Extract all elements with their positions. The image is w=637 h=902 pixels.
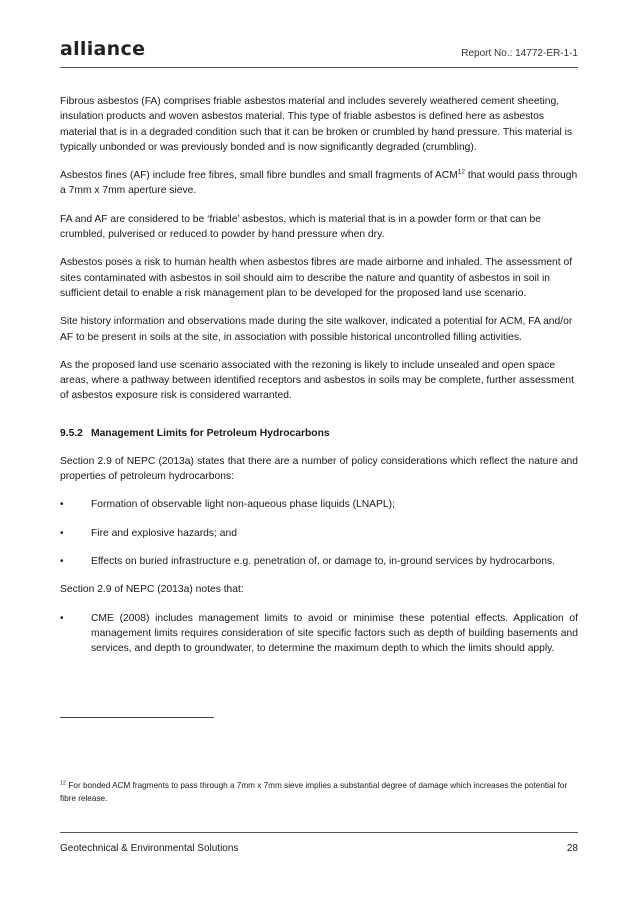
paragraph-land-use: As the proposed land use scenario associated with the rezoning is likely to include unsealed and open space areas, where a pathway between identified receptors and asbestos in soils may be complete, further assessment of asbestos exposure risk is considered warranted.: [60, 359, 574, 402]
footnote: [60, 780, 578, 805]
report-number: Report No.: 14772-ER-1-1: [461, 48, 578, 59]
paragraph-fibrous-asbestos: Fibrous asbestos (FA) comprises friable asbestos material and includes severely weathered cement sheeting, insulation products and woven asbestos material. This type of friable asbestos is defined here as asbestos material that is in a degraded condition such that it can be broken or crumbled by hand pressure. This material is typically unbonded or was previously bonded and is now significantly degraded (crumbling).: [60, 96, 573, 153]
footnote-reference[interactable]: 12: [457, 168, 465, 176]
list-item: [60, 526, 578, 541]
section-title: Management Limits for Petroleum Hydrocarbons: [91, 427, 330, 439]
paragraph-site-history: Site history information and observations made during the site walkover, indicated a potential for ACM, FA and/or AF to be present in soils at the site, in association with possible historical uncontrolled filling activities.: [60, 316, 573, 343]
list-item: [60, 497, 578, 512]
footnote-text: For bonded ACM fragments to pass through a 7mm x 7mm sieve implies a substantial degree of damage which increases the potential for fibre release.: [60, 781, 568, 803]
nepc-notes-list: [60, 611, 578, 657]
policy-considerations-list: [60, 497, 578, 569]
footnote-divider: [60, 717, 214, 718]
list-item-text: Fire and explosive hazards; and: [91, 527, 237, 539]
bullet-icon: •: [60, 499, 64, 511]
bullet-icon: •: [60, 612, 64, 624]
list-item-text: Formation of observable light non-aqueous phase liquids (LNAPL);: [91, 499, 395, 511]
paragraph-policy-intro: Section 2.9 of NEPC (2013a) states that there are a number of policy considerations which reflect the nature and properties of petroleum hydrocarbons:: [60, 455, 578, 483]
footnote-marker: 12: [60, 780, 67, 787]
list-item-text: CME (2008) includes management limits to avoid or minimise these potential effects. Application of management limits requires consideration of site specific factors such as depth of building basements and services, and depth to groundwater, to determine the maximum depth to which the limits should apply.: [91, 612, 578, 655]
list-item-text: Effects on buried infrastructure e.g. penetration of, or damage to, in-ground services by hydrocarbons.: [91, 555, 555, 567]
header-divider: [60, 67, 578, 68]
document-body: [60, 94, 578, 669]
paragraph-friable: FA and AF are considered to be ‘friable’ asbestos, which is material that is in a powder form or that can be crumbled, pulverised or reduced to powder by hand pressure when dry.: [60, 213, 541, 241]
bullet-icon: •: [60, 527, 64, 539]
section-heading: [60, 426, 578, 441]
footer-divider: [60, 832, 578, 833]
paragraph-text: that would pass through a 7mm x 7mm aperture sieve.: [60, 170, 578, 197]
paragraph-notes-intro: Section 2.9 of NEPC (2013a) notes that:: [60, 584, 244, 596]
page-header: [60, 38, 578, 68]
list-item: [60, 554, 578, 569]
paragraph-asbestos-fines: [60, 168, 578, 199]
footer-company-tagline: Geotechnical & Environmental Solutions: [60, 843, 239, 854]
alliance-logo: alliance: [60, 38, 146, 60]
bullet-icon: •: [60, 555, 64, 567]
page-number: 28: [566, 843, 578, 854]
paragraph-health-risk: Asbestos poses a risk to human health when asbestos fibres are made airborne and inhaled. The assessment of sites contaminated with asbestos in soil should aim to describe the nature and quantity of asbestos in soil in sufficient detail to enable a risk management plan to be developed for the proposed land use scenario.: [60, 257, 573, 299]
section-number: 9.5.2: [60, 427, 83, 439]
paragraph-text: Asbestos fines (AF) include free fibres, small fibre bundles and small fragments of ACM: [60, 170, 458, 182]
list-item: [60, 611, 578, 657]
